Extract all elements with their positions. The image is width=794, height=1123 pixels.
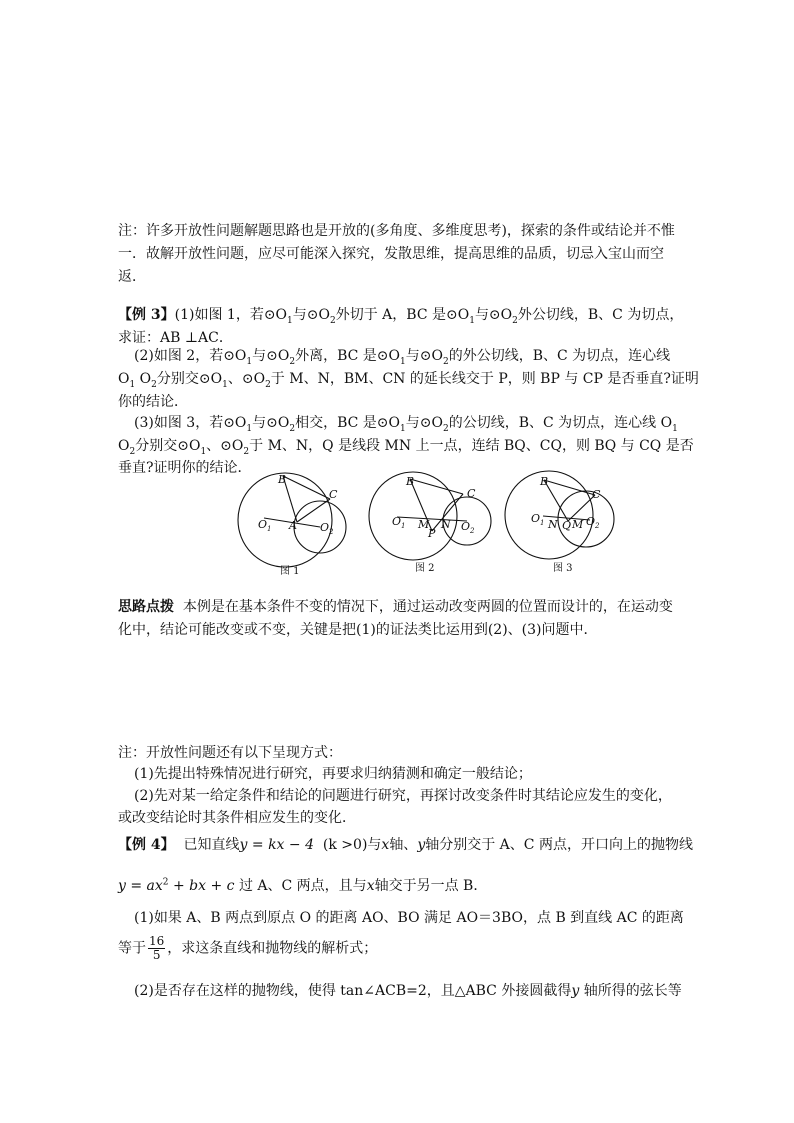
fig1-label-o2: $O_2$ bbox=[320, 521, 334, 536]
fig3-label-o1: $O_1$ bbox=[531, 512, 545, 527]
example3-line1: 【例 3】(1)如图 1，若$⊙O_1$与$⊙O_2$外切于 A，BC 是$⊙O_1$与$⊙O_2$外公切线，B、C 为切点， bbox=[118, 307, 684, 326]
example3-part2-line2: $O_1$ $O_2$分别交$⊙O_1$、$⊙O_2$于 M、N，BM、CN 的延长线交于 P，则 BP 与 CP 是否垂直?证明 bbox=[118, 371, 699, 390]
hint-line1: 思路点拨 本例是在基本条件不变的情况下，通过运动改变两圆的位置而设计的，在运动变 bbox=[118, 599, 673, 615]
fig2-tangent-bc bbox=[410, 479, 463, 494]
note2-line2: (1)先提出特殊情况进行研究，再要求归纳猜测和确定一般结论； bbox=[134, 766, 532, 782]
fig2-label-m: M bbox=[418, 518, 430, 531]
example4-line1: 【例 4】 已知直线y = kx − 4 (k >0)与x轴、y轴分别交于 A、C 两点，开口向上的抛物线 bbox=[118, 837, 693, 853]
example3-part3-line3: 垂直?证明你的结论． bbox=[118, 460, 252, 476]
fig2-label-o2: $O_2$ bbox=[461, 520, 475, 535]
fig1-line-ca bbox=[297, 499, 330, 522]
fig2-label-n: N bbox=[441, 518, 451, 531]
fig2-caption: 图 2 bbox=[415, 563, 435, 574]
fig2-label-c: C bbox=[467, 487, 476, 500]
example4-q2-line1: (2)是否存在这样的抛物线，使得 tan∠ACB=2，且△ABC 外接圆截得y 轴所得的弦长等 bbox=[134, 983, 682, 999]
fig3-label-q: Q bbox=[562, 519, 572, 532]
example4-line2: $y = ax^2$ + bx + c 过 A、C 两点，且与x轴交于另一点 B． bbox=[118, 877, 488, 894]
example3-part3-line2: $O_2$分别交$⊙O_1$、$⊙O_2$于 M、N，Q 是线段 MN 上一点，连结 BQ、CQ，则 BQ 与 CQ 是否 bbox=[118, 438, 694, 457]
hint-line2: 化中，结论可能改变或不变，关键是把(1)的证法类比运用到(2)、(3)问题中． bbox=[118, 622, 598, 638]
note2-line4: 或改变结论时其条件相应发生的变化． bbox=[118, 810, 356, 826]
fig2-label-o1: $O_1$ bbox=[392, 515, 406, 530]
example3-part2-line1: (2)如图 2，若$⊙O_1$与$⊙O_2$外离，BC 是$⊙O_1$与$⊙O_2$的外公切线，B、C 为切点，连心线 bbox=[134, 348, 671, 367]
fig3-caption: 图 3 bbox=[553, 563, 573, 574]
note1-line1: 注：许多开放性问题解题思路也是开放的(多角度、多维度思考)，探索的条件或结论并不惟 bbox=[118, 223, 675, 239]
note1-line2: 一．故解开放性问题，应尽可能深入探究，发散思维，提高思维的品质，切忌入宝山而空 bbox=[118, 246, 664, 262]
example3-part2-line3: 你的结论． bbox=[118, 394, 188, 410]
example4-tag: 【例 4】 bbox=[118, 837, 175, 853]
fig2-label-p: P bbox=[428, 527, 436, 540]
fig3-label-m: M bbox=[572, 518, 584, 531]
fig1-label-c: C bbox=[329, 488, 338, 501]
fraction-16-5: $\frac{16}{5}$ bbox=[149, 934, 165, 962]
note1-line3: 返． bbox=[118, 269, 146, 285]
example4-q1-line1: (1)如果 A、B 两点到原点 O 的距离 AO、BO 满足 AO＝3BO，点 B 到直线 AC 的距离 bbox=[134, 910, 684, 926]
note2-line1: 注：开放性问题还有以下呈现方式： bbox=[118, 745, 342, 761]
fig2-label-b: B bbox=[406, 475, 415, 488]
fig1-tangent-bc bbox=[283, 476, 330, 499]
fig3-label-b: B bbox=[540, 475, 549, 488]
fig3-label-c: C bbox=[592, 488, 601, 501]
fig1-label-o1: $O_1$ bbox=[258, 518, 272, 533]
example4-q1-line2: 等于 $\frac{16}{5}$ ，求这条直线和抛物线的解析式； bbox=[118, 934, 378, 962]
equation-line: y = kx − 4 bbox=[239, 837, 314, 853]
fig3-label-o2: $O_2$ bbox=[586, 515, 600, 530]
figures-group bbox=[0, 470, 794, 590]
fig1-caption: 图 1 bbox=[280, 566, 300, 577]
fig3-label-n: N bbox=[548, 518, 558, 531]
fig1-label-b: B bbox=[278, 473, 287, 486]
example3-tag: 【例 3】 bbox=[118, 307, 175, 323]
fig1-label-a: A bbox=[289, 519, 297, 532]
equation-parabola: y = ax bbox=[118, 878, 163, 894]
hint-tag: 思路点拨 bbox=[118, 599, 174, 615]
note2-line3: (2)先对某一给定条件和结论的问题进行研究，再探讨改变条件时其结论应发生的变化， bbox=[134, 788, 672, 804]
example3-part3-line1: (3)如图 3，若$⊙O_1$与$⊙O_2$相交，BC 是$⊙O_1$与$⊙O_2$的公切线，B、C 为切点，连心线 $O_1$ bbox=[134, 415, 678, 434]
example3-line2: 求证：AB ⊥AC． bbox=[118, 330, 233, 346]
